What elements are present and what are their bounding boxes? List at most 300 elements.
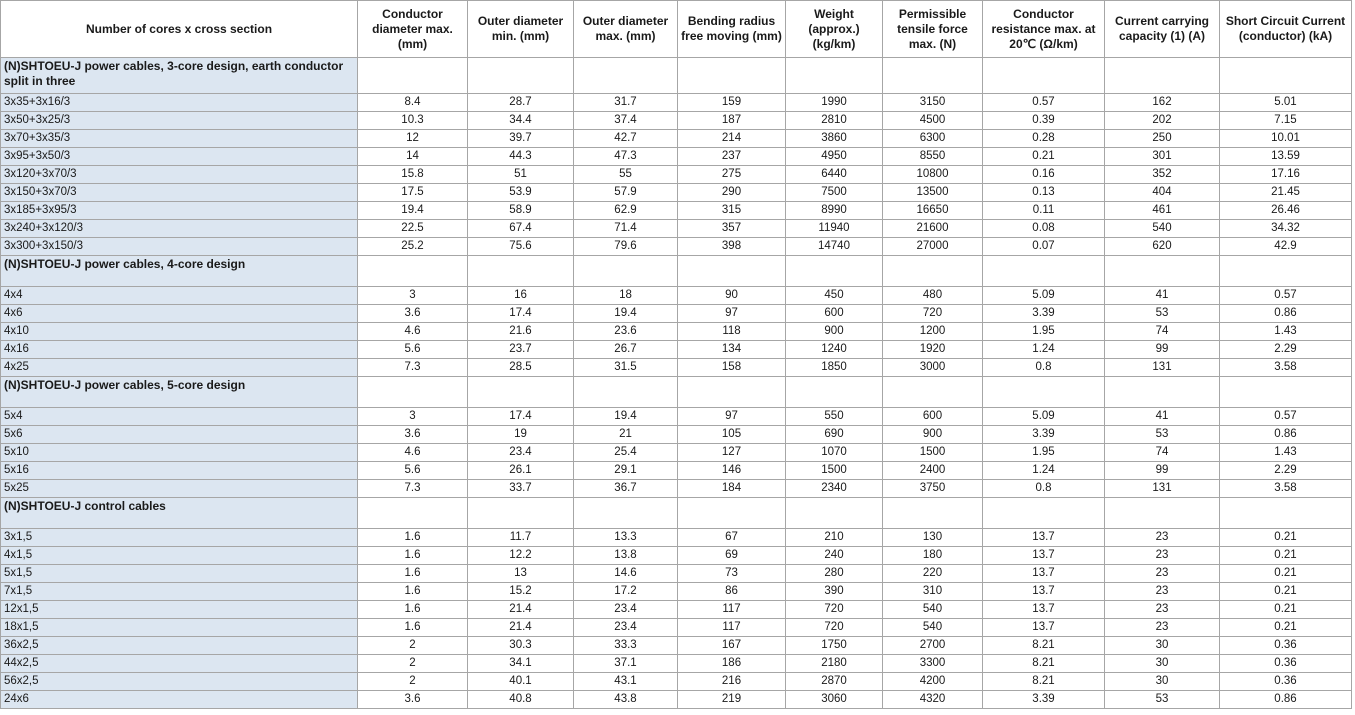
value-cell: 390	[786, 583, 883, 601]
empty-cell	[983, 498, 1105, 529]
cable-type-cell: 12x1,5	[1, 601, 358, 619]
value-cell: 216	[678, 673, 786, 691]
section-title: (N)SHTOEU-J power cables, 5-core design	[1, 377, 358, 408]
table-row	[1, 673, 1352, 691]
value-cell: 18	[574, 287, 678, 305]
value-cell: 86	[678, 583, 786, 601]
value-cell: 31.7	[574, 94, 678, 112]
value-cell: 2700	[883, 637, 983, 655]
value-cell: 17.4	[468, 305, 574, 323]
value-cell: 23	[1105, 601, 1220, 619]
value-cell: 1.6	[358, 529, 468, 547]
table-row	[1, 202, 1352, 220]
value-cell: 237	[678, 148, 786, 166]
table-row	[1, 547, 1352, 565]
value-cell: 0.36	[1220, 673, 1352, 691]
value-cell: 0.86	[1220, 426, 1352, 444]
value-cell: 51	[468, 166, 574, 184]
value-cell: 7.3	[358, 359, 468, 377]
value-cell: 134	[678, 341, 786, 359]
value-cell: 33.7	[468, 480, 574, 498]
empty-cell	[574, 377, 678, 408]
value-cell: 53	[1105, 426, 1220, 444]
table-row	[1, 601, 1352, 619]
value-cell: 26.7	[574, 341, 678, 359]
value-cell: 10800	[883, 166, 983, 184]
header-row	[1, 1, 1352, 58]
value-cell: 97	[678, 408, 786, 426]
cable-type-cell: 3x300+3x150/3	[1, 238, 358, 256]
value-cell: 34.32	[1220, 220, 1352, 238]
value-cell: 19.4	[574, 305, 678, 323]
value-cell: 1.6	[358, 601, 468, 619]
value-cell: 3.58	[1220, 359, 1352, 377]
value-cell: 1.6	[358, 547, 468, 565]
value-cell: 0.57	[1220, 287, 1352, 305]
value-cell: 23	[1105, 547, 1220, 565]
value-cell: 28.7	[468, 94, 574, 112]
value-cell: 16650	[883, 202, 983, 220]
value-cell: 7500	[786, 184, 883, 202]
table-row	[1, 583, 1352, 601]
value-cell: 26.1	[468, 462, 574, 480]
table-row	[1, 480, 1352, 498]
value-cell: 19	[468, 426, 574, 444]
cable-type-cell: 18x1,5	[1, 619, 358, 637]
value-cell: 26.46	[1220, 202, 1352, 220]
header-conductor-resistance: Conductor resistance max. at 20℃ (Ω/km)	[983, 1, 1105, 58]
empty-cell	[883, 498, 983, 529]
empty-cell	[574, 58, 678, 94]
value-cell: 5.01	[1220, 94, 1352, 112]
value-cell: 21.4	[468, 619, 574, 637]
value-cell: 0.8	[983, 359, 1105, 377]
value-cell: 13.7	[983, 601, 1105, 619]
table-row	[1, 287, 1352, 305]
value-cell: 23.7	[468, 341, 574, 359]
value-cell: 4320	[883, 691, 983, 709]
value-cell: 131	[1105, 359, 1220, 377]
empty-cell	[358, 256, 468, 287]
value-cell: 167	[678, 637, 786, 655]
empty-cell	[786, 498, 883, 529]
header-outer-diameter-max: Outer diameter max. (mm)	[574, 1, 678, 58]
value-cell: 186	[678, 655, 786, 673]
value-cell: 1240	[786, 341, 883, 359]
table-row	[1, 444, 1352, 462]
table-row	[1, 238, 1352, 256]
value-cell: 3.39	[983, 305, 1105, 323]
value-cell: 30.3	[468, 637, 574, 655]
empty-cell	[1220, 58, 1352, 94]
value-cell: 2	[358, 655, 468, 673]
value-cell: 290	[678, 184, 786, 202]
value-cell: 57.9	[574, 184, 678, 202]
value-cell: 1070	[786, 444, 883, 462]
value-cell: 3860	[786, 130, 883, 148]
value-cell: 11940	[786, 220, 883, 238]
empty-cell	[678, 377, 786, 408]
value-cell: 27000	[883, 238, 983, 256]
value-cell: 74	[1105, 323, 1220, 341]
table-header	[1, 1, 1352, 58]
value-cell: 79.6	[574, 238, 678, 256]
empty-cell	[883, 58, 983, 94]
value-cell: 7.15	[1220, 112, 1352, 130]
value-cell: 720	[786, 601, 883, 619]
value-cell: 187	[678, 112, 786, 130]
cable-type-cell: 3x70+3x35/3	[1, 130, 358, 148]
section-header-row	[1, 498, 1352, 529]
empty-cell	[786, 377, 883, 408]
value-cell: 23.6	[574, 323, 678, 341]
empty-cell	[1105, 58, 1220, 94]
cable-type-cell: 44x2,5	[1, 655, 358, 673]
table-row	[1, 359, 1352, 377]
value-cell: 41	[1105, 408, 1220, 426]
value-cell: 0.36	[1220, 655, 1352, 673]
value-cell: 1850	[786, 359, 883, 377]
value-cell: 0.36	[1220, 637, 1352, 655]
cable-type-cell: 3x185+3x95/3	[1, 202, 358, 220]
value-cell: 1.6	[358, 565, 468, 583]
value-cell: 13.7	[983, 529, 1105, 547]
value-cell: 219	[678, 691, 786, 709]
value-cell: 41	[1105, 287, 1220, 305]
value-cell: 2870	[786, 673, 883, 691]
value-cell: 13.8	[574, 547, 678, 565]
value-cell: 43.8	[574, 691, 678, 709]
value-cell: 1.24	[983, 341, 1105, 359]
value-cell: 0.86	[1220, 305, 1352, 323]
cable-type-cell: 4x10	[1, 323, 358, 341]
value-cell: 480	[883, 287, 983, 305]
value-cell: 3.6	[358, 691, 468, 709]
table-row	[1, 655, 1352, 673]
empty-cell	[983, 256, 1105, 287]
value-cell: 43.1	[574, 673, 678, 691]
empty-cell	[468, 377, 574, 408]
value-cell: 40.1	[468, 673, 574, 691]
value-cell: 2400	[883, 462, 983, 480]
empty-cell	[358, 498, 468, 529]
value-cell: 11.7	[468, 529, 574, 547]
value-cell: 37.4	[574, 112, 678, 130]
value-cell: 0.57	[1220, 408, 1352, 426]
empty-cell	[468, 58, 574, 94]
cable-type-cell: 3x120+3x70/3	[1, 166, 358, 184]
value-cell: 17.2	[574, 583, 678, 601]
cable-type-cell: 4x4	[1, 287, 358, 305]
table-body	[1, 58, 1352, 709]
value-cell: 690	[786, 426, 883, 444]
value-cell: 2.29	[1220, 462, 1352, 480]
empty-cell	[983, 377, 1105, 408]
value-cell: 0.86	[1220, 691, 1352, 709]
value-cell: 3060	[786, 691, 883, 709]
value-cell: 352	[1105, 166, 1220, 184]
empty-cell	[678, 256, 786, 287]
value-cell: 97	[678, 305, 786, 323]
value-cell: 33.3	[574, 637, 678, 655]
value-cell: 13.7	[983, 619, 1105, 637]
value-cell: 1.43	[1220, 323, 1352, 341]
value-cell: 31.5	[574, 359, 678, 377]
value-cell: 13.7	[983, 547, 1105, 565]
value-cell: 23	[1105, 565, 1220, 583]
value-cell: 13.3	[574, 529, 678, 547]
value-cell: 117	[678, 619, 786, 637]
value-cell: 280	[786, 565, 883, 583]
value-cell: 8.4	[358, 94, 468, 112]
value-cell: 2.29	[1220, 341, 1352, 359]
value-cell: 99	[1105, 341, 1220, 359]
value-cell: 13.59	[1220, 148, 1352, 166]
value-cell: 1.95	[983, 444, 1105, 462]
value-cell: 21600	[883, 220, 983, 238]
header-bending-radius: Bending radius free moving (mm)	[678, 1, 786, 58]
value-cell: 13500	[883, 184, 983, 202]
value-cell: 10.3	[358, 112, 468, 130]
value-cell: 461	[1105, 202, 1220, 220]
table-row	[1, 220, 1352, 238]
table-row	[1, 565, 1352, 583]
table-row	[1, 166, 1352, 184]
value-cell: 53	[1105, 305, 1220, 323]
value-cell: 19.4	[574, 408, 678, 426]
table-row	[1, 426, 1352, 444]
value-cell: 540	[883, 601, 983, 619]
value-cell: 301	[1105, 148, 1220, 166]
value-cell: 73	[678, 565, 786, 583]
value-cell: 3.39	[983, 426, 1105, 444]
value-cell: 17.4	[468, 408, 574, 426]
value-cell: 25.2	[358, 238, 468, 256]
cable-type-cell: 7x1,5	[1, 583, 358, 601]
value-cell: 53.9	[468, 184, 574, 202]
value-cell: 5.09	[983, 287, 1105, 305]
value-cell: 146	[678, 462, 786, 480]
value-cell: 21.45	[1220, 184, 1352, 202]
value-cell: 1500	[786, 462, 883, 480]
header-short-circuit-current: Short Circuit Current (conductor) (kA)	[1220, 1, 1352, 58]
value-cell: 7.3	[358, 480, 468, 498]
value-cell: 12.2	[468, 547, 574, 565]
empty-cell	[983, 58, 1105, 94]
value-cell: 21.6	[468, 323, 574, 341]
value-cell: 118	[678, 323, 786, 341]
cable-type-cell: 4x25	[1, 359, 358, 377]
value-cell: 0.8	[983, 480, 1105, 498]
table-row	[1, 184, 1352, 202]
value-cell: 357	[678, 220, 786, 238]
value-cell: 21	[574, 426, 678, 444]
value-cell: 0.57	[983, 94, 1105, 112]
value-cell: 14	[358, 148, 468, 166]
value-cell: 23.4	[574, 619, 678, 637]
value-cell: 540	[1105, 220, 1220, 238]
value-cell: 21.4	[468, 601, 574, 619]
section-header-row	[1, 256, 1352, 287]
value-cell: 0.13	[983, 184, 1105, 202]
value-cell: 6300	[883, 130, 983, 148]
table-row	[1, 323, 1352, 341]
value-cell: 184	[678, 480, 786, 498]
value-cell: 71.4	[574, 220, 678, 238]
value-cell: 0.21	[1220, 583, 1352, 601]
cable-type-cell: 4x16	[1, 341, 358, 359]
value-cell: 17.16	[1220, 166, 1352, 184]
value-cell: 28.5	[468, 359, 574, 377]
value-cell: 8.21	[983, 655, 1105, 673]
table-row	[1, 305, 1352, 323]
empty-cell	[883, 256, 983, 287]
cable-type-cell: 36x2,5	[1, 637, 358, 655]
header-weight: Weight (approx.) (kg/km)	[786, 1, 883, 58]
value-cell: 210	[786, 529, 883, 547]
value-cell: 23.4	[574, 601, 678, 619]
value-cell: 12	[358, 130, 468, 148]
value-cell: 159	[678, 94, 786, 112]
value-cell: 16	[468, 287, 574, 305]
value-cell: 0.28	[983, 130, 1105, 148]
value-cell: 8.21	[983, 673, 1105, 691]
value-cell: 55	[574, 166, 678, 184]
empty-cell	[468, 256, 574, 287]
empty-cell	[468, 498, 574, 529]
empty-cell	[574, 256, 678, 287]
value-cell: 34.1	[468, 655, 574, 673]
value-cell: 180	[883, 547, 983, 565]
value-cell: 40.8	[468, 691, 574, 709]
section-title: (N)SHTOEU-J power cables, 3-core design, earth conductor split in three	[1, 58, 358, 94]
value-cell: 19.4	[358, 202, 468, 220]
value-cell: 67	[678, 529, 786, 547]
empty-cell	[1105, 498, 1220, 529]
value-cell: 2	[358, 637, 468, 655]
value-cell: 13.7	[983, 583, 1105, 601]
value-cell: 162	[1105, 94, 1220, 112]
value-cell: 17.5	[358, 184, 468, 202]
value-cell: 74	[1105, 444, 1220, 462]
empty-cell	[358, 377, 468, 408]
cable-type-cell: 5x1,5	[1, 565, 358, 583]
value-cell: 23.4	[468, 444, 574, 462]
value-cell: 4.6	[358, 323, 468, 341]
value-cell: 2180	[786, 655, 883, 673]
value-cell: 53	[1105, 691, 1220, 709]
value-cell: 29.1	[574, 462, 678, 480]
value-cell: 62.9	[574, 202, 678, 220]
value-cell: 130	[883, 529, 983, 547]
value-cell: 1.24	[983, 462, 1105, 480]
value-cell: 1500	[883, 444, 983, 462]
header-cores-cross-section: Number of cores x cross section	[1, 1, 358, 58]
value-cell: 0.21	[1220, 619, 1352, 637]
value-cell: 404	[1105, 184, 1220, 202]
value-cell: 1990	[786, 94, 883, 112]
table-row	[1, 637, 1352, 655]
section-header-row	[1, 58, 1352, 94]
empty-cell	[678, 498, 786, 529]
value-cell: 620	[1105, 238, 1220, 256]
value-cell: 3.58	[1220, 480, 1352, 498]
table-row	[1, 112, 1352, 130]
value-cell: 600	[883, 408, 983, 426]
cable-type-cell: 4x1,5	[1, 547, 358, 565]
value-cell: 23	[1105, 619, 1220, 637]
value-cell: 42.7	[574, 130, 678, 148]
value-cell: 30	[1105, 637, 1220, 655]
value-cell: 275	[678, 166, 786, 184]
value-cell: 0.21	[1220, 529, 1352, 547]
header-outer-diameter-min: Outer diameter min. (mm)	[468, 1, 574, 58]
value-cell: 2	[358, 673, 468, 691]
cable-type-cell: 3x95+3x50/3	[1, 148, 358, 166]
value-cell: 4500	[883, 112, 983, 130]
value-cell: 2340	[786, 480, 883, 498]
empty-cell	[1105, 377, 1220, 408]
header-current-capacity: Current carrying capacity (1) (A)	[1105, 1, 1220, 58]
value-cell: 131	[1105, 480, 1220, 498]
value-cell: 1.43	[1220, 444, 1352, 462]
value-cell: 25.4	[574, 444, 678, 462]
value-cell: 900	[786, 323, 883, 341]
value-cell: 5.6	[358, 341, 468, 359]
value-cell: 5.09	[983, 408, 1105, 426]
cable-type-cell: 3x35+3x16/3	[1, 94, 358, 112]
value-cell: 69	[678, 547, 786, 565]
value-cell: 3.6	[358, 426, 468, 444]
value-cell: 250	[1105, 130, 1220, 148]
empty-cell	[1105, 256, 1220, 287]
value-cell: 1.95	[983, 323, 1105, 341]
value-cell: 1.6	[358, 619, 468, 637]
value-cell: 23	[1105, 583, 1220, 601]
table-row	[1, 408, 1352, 426]
value-cell: 4950	[786, 148, 883, 166]
cable-type-cell: 56x2,5	[1, 673, 358, 691]
value-cell: 0.11	[983, 202, 1105, 220]
value-cell: 13.7	[983, 565, 1105, 583]
cable-type-cell: 24x6	[1, 691, 358, 709]
value-cell: 315	[678, 202, 786, 220]
value-cell: 900	[883, 426, 983, 444]
section-title: (N)SHTOEU-J control cables	[1, 498, 358, 529]
value-cell: 3	[358, 287, 468, 305]
value-cell: 214	[678, 130, 786, 148]
value-cell: 15.2	[468, 583, 574, 601]
value-cell: 22.5	[358, 220, 468, 238]
empty-cell	[1220, 377, 1352, 408]
cable-type-cell: 3x150+3x70/3	[1, 184, 358, 202]
value-cell: 39.7	[468, 130, 574, 148]
table-row	[1, 529, 1352, 547]
section-title: (N)SHTOEU-J power cables, 4-core design	[1, 256, 358, 287]
value-cell: 202	[1105, 112, 1220, 130]
value-cell: 0.16	[983, 166, 1105, 184]
value-cell: 6440	[786, 166, 883, 184]
value-cell: 30	[1105, 673, 1220, 691]
value-cell: 600	[786, 305, 883, 323]
value-cell: 3150	[883, 94, 983, 112]
value-cell: 398	[678, 238, 786, 256]
value-cell: 36.7	[574, 480, 678, 498]
empty-cell	[1220, 256, 1352, 287]
header-tensile-force: Permissible tensile force max. (N)	[883, 1, 983, 58]
cable-type-cell: 3x50+3x25/3	[1, 112, 358, 130]
cable-type-cell: 5x16	[1, 462, 358, 480]
